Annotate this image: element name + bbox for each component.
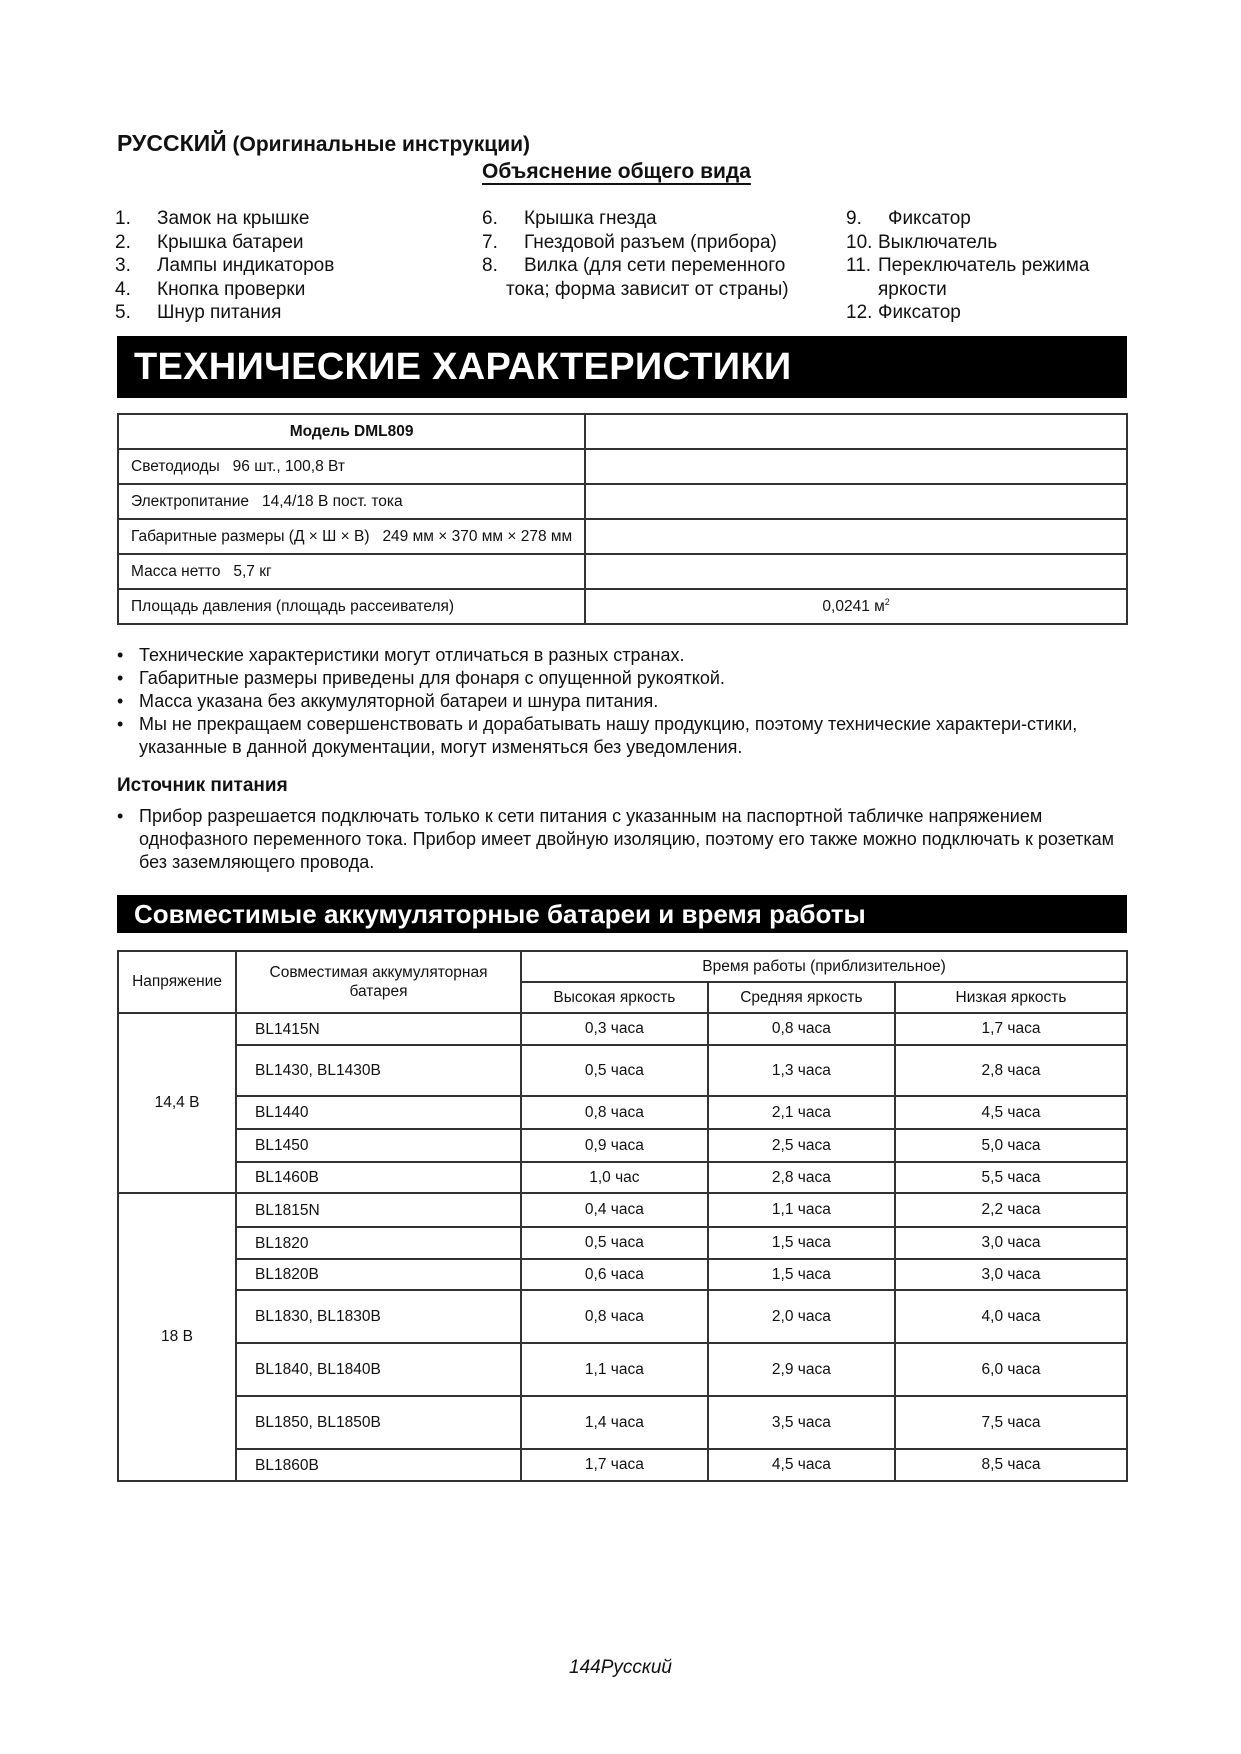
parts-list-column-3 bbox=[846, 207, 1089, 325]
page-footer bbox=[0, 1657, 1241, 1679]
table-row bbox=[118, 589, 1127, 624]
table-cell: 0,0241 $м^2$ bbox=[585, 589, 1127, 624]
runtime-cell: 1,1 часа bbox=[521, 1343, 708, 1396]
runtime-cell: 1,4 часа bbox=[521, 1396, 708, 1449]
table-row bbox=[118, 1259, 1127, 1290]
voltage-header: Напряжение bbox=[118, 951, 236, 1013]
runtime-cell: 0,3 часа bbox=[521, 1013, 708, 1045]
runtime-cell: 2,9 часа bbox=[708, 1343, 895, 1396]
table-row bbox=[118, 1045, 1127, 1096]
list-item: 9. Фиксатор bbox=[846, 208, 971, 229]
table-row bbox=[118, 1290, 1127, 1343]
battery-cell: BL1820 bbox=[236, 1227, 521, 1259]
voltage-cell: 14,4 В bbox=[118, 1013, 236, 1193]
battery-cell: BL1415N bbox=[236, 1013, 521, 1045]
power-source-title: Источник питания bbox=[117, 775, 288, 796]
specifications-banner: ТЕХНИЧЕСКИЕ ХАРАКТЕРИСТИКИ bbox=[117, 336, 1127, 398]
table-row bbox=[118, 519, 1127, 554]
table-cell bbox=[585, 414, 1127, 449]
batteries-banner: Совместимые аккумуляторные батареи и время работы bbox=[117, 895, 1127, 933]
runtime-cell: 1,7 часа bbox=[521, 1449, 708, 1481]
table-row bbox=[118, 484, 1127, 519]
runtime-cell: 1,7 часа bbox=[895, 1013, 1127, 1045]
table-row bbox=[118, 1129, 1127, 1162]
runtime-cell: 0,5 часа bbox=[521, 1045, 708, 1096]
runtime-header: Время работы (приблизительное) bbox=[521, 951, 1127, 982]
runtime-cell: 5,5 часа bbox=[895, 1162, 1127, 1193]
battery-cell: BL1830, BL1830B bbox=[236, 1290, 521, 1343]
battery-cell: BL1815N bbox=[236, 1193, 521, 1227]
table-cell bbox=[585, 554, 1127, 589]
list-item: 8. Вилка (для сети переменного bbox=[482, 255, 786, 276]
list-item: яркости bbox=[878, 278, 947, 300]
list-item: 2. Крышка батареи bbox=[115, 231, 304, 253]
runtime-cell: 0,6 часа bbox=[521, 1259, 708, 1290]
table-row bbox=[118, 1449, 1127, 1481]
runtime-cell: 0,4 часа bbox=[521, 1193, 708, 1227]
table-cell bbox=[585, 484, 1127, 519]
battery-cell: BL1440 bbox=[236, 1096, 521, 1129]
runtime-cell: 2,0 часа bbox=[708, 1290, 895, 1343]
runtime-cell: 6,0 часа bbox=[895, 1343, 1127, 1396]
runtime-cell: 2,2 часа bbox=[895, 1193, 1127, 1227]
power-source-text bbox=[117, 805, 1127, 874]
list-item: 12. Фиксатор bbox=[846, 302, 961, 323]
medium-brightness-header: Средняя яркость bbox=[708, 982, 895, 1013]
list-item: 5. Шнур питания bbox=[115, 302, 282, 323]
specification-notes bbox=[117, 644, 1137, 759]
table-row bbox=[118, 1162, 1127, 1193]
runtime-cell: 2,1 часа bbox=[708, 1096, 895, 1129]
runtime-cell: 2,5 часа bbox=[708, 1129, 895, 1162]
runtime-cell: 1,5 часа bbox=[708, 1227, 895, 1259]
overview-title: Объяснение общего вида bbox=[482, 160, 751, 183]
runtime-cell: 3,0 часа bbox=[895, 1227, 1127, 1259]
battery-runtime-table bbox=[117, 950, 1128, 1482]
specifications-table bbox=[117, 413, 1128, 625]
battery-cell: BL1820B bbox=[236, 1259, 521, 1290]
table-row bbox=[118, 1396, 1127, 1449]
low-brightness-header: Низкая яркость bbox=[895, 982, 1127, 1013]
battery-cell: BL1840, BL1840B bbox=[236, 1343, 521, 1396]
table-row bbox=[118, 414, 1127, 449]
battery-cell: BL1430, BL1430B bbox=[236, 1045, 521, 1096]
table-row bbox=[118, 1193, 1127, 1227]
table-row bbox=[118, 1227, 1127, 1259]
model-label: Модель DML809 bbox=[118, 414, 585, 449]
list-item: • Габаритные размеры приведены для фонаря с опущенной рукояткой. bbox=[117, 667, 1137, 690]
high-brightness-header: Высокая яркость bbox=[521, 982, 708, 1013]
battery-cell: BL1460B bbox=[236, 1162, 521, 1193]
runtime-cell: 4,5 часа bbox=[708, 1449, 895, 1481]
runtime-cell: 3,5 часа bbox=[708, 1396, 895, 1449]
runtime-cell: 0,9 часа bbox=[521, 1129, 708, 1162]
runtime-cell: 4,5 часа bbox=[895, 1096, 1127, 1129]
runtime-cell: 8,5 часа bbox=[895, 1449, 1127, 1481]
battery-header: Совместимая аккумуляторная батарея bbox=[236, 951, 521, 1013]
table-cell: Электропитание 14,4/18 В пост. тока bbox=[118, 484, 585, 519]
voltage-cell: 18 В bbox=[118, 1193, 236, 1481]
runtime-cell: 2,8 часа bbox=[895, 1045, 1127, 1096]
table-row bbox=[118, 1096, 1127, 1129]
table-cell: Площадь давления (площадь рассеивателя) bbox=[118, 589, 585, 624]
list-item: 3. Лампы индикаторов bbox=[115, 255, 335, 276]
language-heading bbox=[117, 130, 530, 157]
table-cell: Габаритные размеры (Д × Ш × В) 249 мм × 370 мм × 278 мм bbox=[118, 519, 585, 554]
table-cell bbox=[585, 449, 1127, 484]
list-item: • Технические характеристики могут отличаться в разных странах. bbox=[117, 644, 1137, 667]
page-number: 144 bbox=[569, 1657, 601, 1678]
list-item: 4. Кнопка проверки bbox=[115, 278, 306, 300]
table-cell bbox=[585, 519, 1127, 554]
parts-list-column-2 bbox=[482, 207, 789, 301]
runtime-cell: 3,0 часа bbox=[895, 1259, 1127, 1290]
parts-list-column-1 bbox=[115, 207, 334, 325]
list-item: тока; форма зависит от страны) bbox=[506, 278, 789, 300]
list-item: 1. Замок на крышке bbox=[115, 208, 310, 229]
list-item: 11. Переключатель режима bbox=[846, 255, 1090, 276]
runtime-cell: 1,5 часа bbox=[708, 1259, 895, 1290]
table-row bbox=[118, 554, 1127, 589]
battery-cell: BL1850, BL1850B bbox=[236, 1396, 521, 1449]
battery-cell: BL1860B bbox=[236, 1449, 521, 1481]
runtime-cell: 2,8 часа bbox=[708, 1162, 895, 1193]
language-label: РУССКИЙ bbox=[117, 130, 227, 156]
runtime-cell: 5,0 часа bbox=[895, 1129, 1127, 1162]
list-item: • Мы не прекращаем совершенствовать и дорабатывать нашу продукцию, поэтому технические характери-стики, указанные в данной документации, могут изменяться без уведомления. bbox=[117, 713, 1137, 759]
table-row bbox=[118, 1013, 1127, 1045]
runtime-cell: 0,5 часа bbox=[521, 1227, 708, 1259]
runtime-cell: 0,8 часа bbox=[521, 1290, 708, 1343]
list-item: 7. Гнездовой разъем (прибора) bbox=[482, 231, 777, 253]
runtime-cell: 4,0 часа bbox=[895, 1290, 1127, 1343]
list-item: 10. Выключатель bbox=[846, 231, 998, 253]
runtime-cell: 0,8 часа bbox=[708, 1013, 895, 1045]
runtime-cell: 0,8 часа bbox=[521, 1096, 708, 1129]
list-item: 6. Крышка гнезда bbox=[482, 208, 657, 229]
runtime-cell: 1,0 час bbox=[521, 1162, 708, 1193]
table-row bbox=[118, 1343, 1127, 1396]
table-row bbox=[118, 951, 1127, 982]
footer-language: Русский bbox=[600, 1657, 672, 1678]
list-item: • Масса указана без аккумуляторной батареи и шнура питания. bbox=[117, 690, 1137, 713]
runtime-cell: 7,5 часа bbox=[895, 1396, 1127, 1449]
table-row bbox=[118, 449, 1127, 484]
list-item: • Прибор разрешается подключать только к сети питания с указанным на паспортной табличке напряжением однофазного переменного тока. Прибор имеет двойную изоляцию, поэтому его также можно подключать к розеткам без заземляющего провода. bbox=[117, 805, 1127, 874]
runtime-cell: 1,1 часа bbox=[708, 1193, 895, 1227]
table-cell: Светодиоды 96 шт., 100,8 Вт bbox=[118, 449, 585, 484]
table-cell: Масса нетто 5,7 кг bbox=[118, 554, 585, 589]
runtime-cell: 1,3 часа bbox=[708, 1045, 895, 1096]
battery-cell: BL1450 bbox=[236, 1129, 521, 1162]
language-subtitle: (Оригинальные инструкции) bbox=[232, 133, 531, 156]
